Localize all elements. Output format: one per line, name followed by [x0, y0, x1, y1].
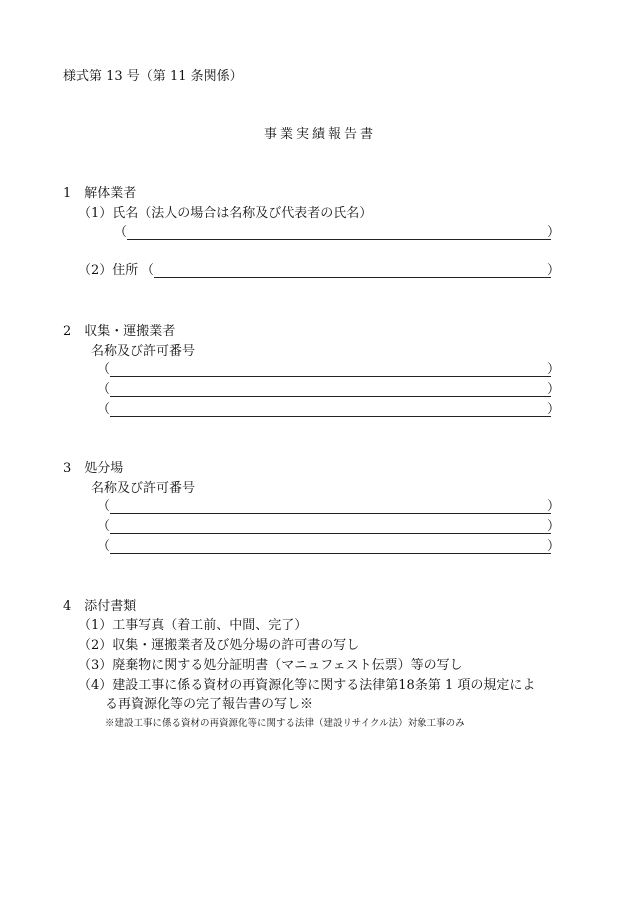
entry-line — [110, 376, 551, 377]
section3-field-3[interactable] — [97, 537, 560, 557]
paren-close: ） — [546, 539, 560, 554]
paren-open: （ — [97, 519, 111, 534]
footnote: ※建設工事に係る資材の再資源化等に関する法律（建設リサイクル法）対象工事のみ — [105, 718, 465, 729]
paren-close: ） — [546, 225, 560, 240]
entry-line — [110, 533, 551, 534]
paren-close: ） — [546, 382, 560, 397]
section3-field-2[interactable] — [97, 517, 560, 537]
paren-open: （ — [97, 402, 111, 417]
entry-line — [110, 396, 551, 397]
section1-name-field[interactable] — [114, 223, 560, 243]
section1-address-field[interactable] — [141, 261, 560, 281]
paren-open: （ — [97, 382, 111, 397]
section1-heading: 1 解体業者 — [63, 186, 137, 201]
entry-line — [110, 416, 551, 417]
section3-field-1[interactable] — [97, 497, 560, 517]
paren-close: ） — [546, 402, 560, 417]
attachment-item-2: （2）収集・運搬業者及び処分場の許可書の写し — [78, 638, 360, 653]
section3-heading: 3 処分場 — [63, 461, 124, 476]
section3-sub: 名称及び許可番号 — [91, 481, 196, 496]
paren-open: （ — [97, 499, 111, 514]
document-title: 事業実績報告書 — [264, 127, 377, 142]
paren-close: ） — [546, 499, 560, 514]
section1-item2-label: （2）住所 — [78, 263, 139, 278]
paren-open: （ — [97, 362, 111, 377]
attachment-item-3: （3）廃棄物に関する処分証明書（マニュフェスト伝票）等の写し — [78, 658, 463, 673]
paren-open: （ — [114, 225, 128, 240]
section1-item1-label: （1）氏名（法人の場合は名称及び代表者の氏名） — [78, 206, 373, 221]
attachment-item-4-continued: る再資源化等の完了報告書の写し※ — [105, 697, 314, 712]
entry-line — [127, 239, 551, 240]
section4-heading: 4 添付書類 — [63, 599, 137, 614]
paren-open: （ — [97, 539, 111, 554]
attachment-item-4: （4）建設工事に係る資材の再資源化等に関する法律第18条第 1 項の規定によ — [78, 678, 536, 693]
section2-field-2[interactable] — [97, 380, 560, 400]
section2-sub: 名称及び許可番号 — [91, 344, 196, 359]
section2-field-1[interactable] — [97, 360, 560, 380]
section2-heading: 2 収集・運搬業者 — [63, 324, 176, 339]
paren-close: ） — [546, 362, 560, 377]
entry-line — [110, 553, 551, 554]
paren-close: ） — [546, 519, 560, 534]
attachment-item-1: （1）工事写真（着工前、中間、完了） — [78, 618, 308, 633]
entry-line — [110, 513, 551, 514]
paren-open: （ — [141, 263, 155, 278]
section2-field-3[interactable] — [97, 400, 560, 420]
form-number: 様式第 13 号（第 11 条関係） — [63, 69, 243, 84]
paren-close: ） — [546, 263, 560, 278]
entry-line — [154, 277, 551, 278]
